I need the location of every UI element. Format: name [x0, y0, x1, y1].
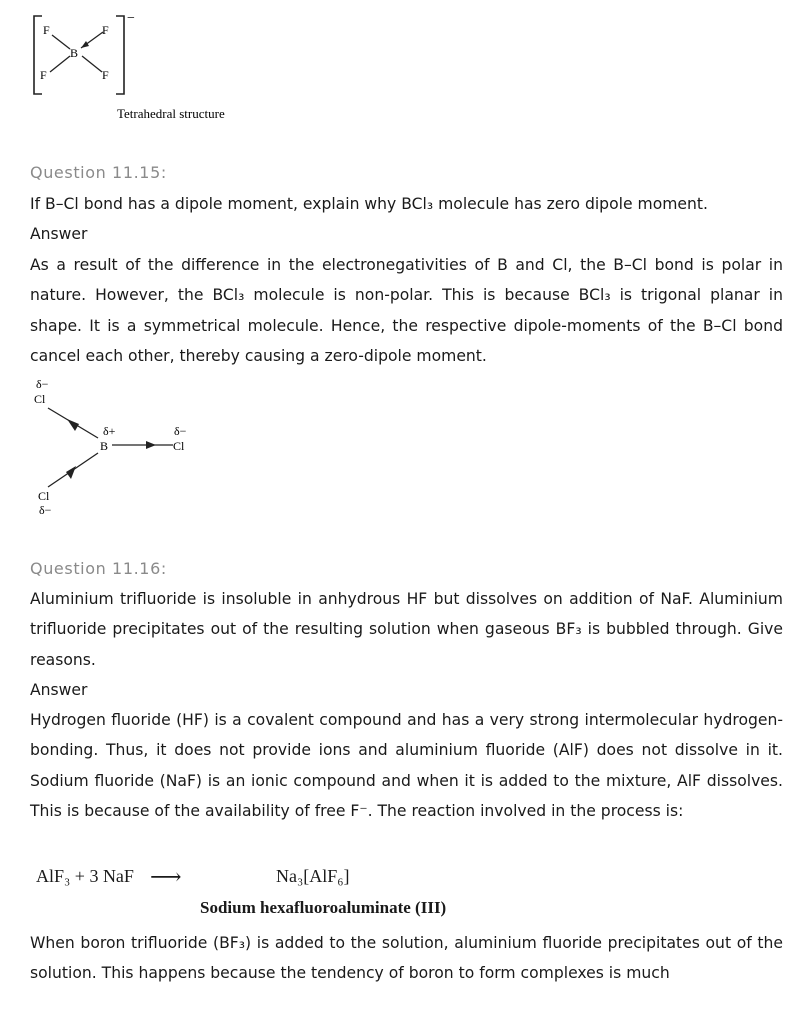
- right-bracket: [116, 16, 124, 94]
- dipole-arrow-top: [67, 419, 79, 431]
- atom-b-center: B: [100, 439, 109, 453]
- atom-cl-bottom: Cl: [38, 489, 50, 503]
- continuation-text: When boron trifluoride (BF₃) is added to the solution, aluminium fluoride precipitates out of the solution. This happens because the tendency of boron to form complexes is much: [30, 934, 783, 983]
- atom-f4: F: [102, 68, 109, 82]
- left-bracket: [34, 16, 42, 94]
- delta-minus-bottom: δ−: [39, 503, 52, 517]
- question-11-16-heading: Question 11.16:: [30, 559, 167, 578]
- delta-minus-right: δ−: [174, 424, 187, 438]
- atom-cl-top: Cl: [34, 392, 46, 406]
- dipole-arrow-bottom: [66, 466, 76, 479]
- atom-f1: F: [43, 23, 50, 37]
- atom-f3: F: [40, 68, 47, 82]
- bcl3-structure-figure: [28, 375, 208, 520]
- bond-f4: [82, 56, 102, 72]
- delta-plus-b: δ+: [103, 424, 116, 438]
- dative-arrowhead: [81, 41, 89, 48]
- ion-charge: −: [127, 14, 135, 26]
- atom-f2: F: [102, 23, 109, 37]
- delta-minus-top: δ−: [36, 377, 49, 391]
- answer-label-11-16: Answer: [30, 681, 88, 699]
- answer-11-15-text: As a result of the difference in the electronegativities of B and Cl, the B–Cl bond is polar in nature. However, the BCl₃ molecule is non-polar. This is because BCl₃ is trigonal planar in shape. It is a symmetrical molecule. Hence, the respective dipole-moments of the B–Cl bond cancel each other, thereby causing a zero-dipole moment.: [30, 256, 783, 365]
- reaction-product-name: Sodium hexafluoroaluminate (III): [200, 898, 447, 917]
- reaction-product: Na₃[AlF₆]: [276, 866, 350, 886]
- atom-cl-right: Cl: [173, 439, 185, 453]
- bond-f3: [50, 56, 70, 72]
- answer-11-16-text: Hydrogen fluoride (HF) is a covalent compound and has a very strong intermolecular hydrogen-bonding. Thus, it does not provide ions and aluminium fluoride (AlF) does not dissolve in it. Sodium fluoride (NaF) is an ionic compound and when it is added to the mixture, AlF dissolves. This is because of the availability of free F⁻. The reaction involved in the process is:: [30, 711, 783, 820]
- atom-b: B: [70, 46, 79, 60]
- tetrahedral-structure-figure: [28, 14, 268, 126]
- question-11-15-heading: Question 11.15:: [30, 163, 167, 182]
- question-11-15-text: If B–Cl bond has a dipole moment, explain why BCl₃ molecule has zero dipole moment.: [30, 195, 708, 213]
- bond-f1: [52, 35, 70, 49]
- bcl3-dipole-diagram: [28, 375, 208, 520]
- dipole-arrow-right: [146, 441, 156, 449]
- question-11-16-text: Aluminium trifluoride is insoluble in anhydrous HF but dissolves on addition of NaF. Aluminium trifluoride precipitates out of the resulting solution when gaseous BF₃ is bubbled through. Give reasons.: [30, 590, 783, 669]
- answer-label-11-15: Answer: [30, 225, 88, 243]
- reaction-arrow: ⟶: [150, 864, 182, 889]
- reaction-reactants: AlF₃ + 3 NaF: [36, 866, 134, 886]
- tetrahedral-diagram: [28, 14, 268, 126]
- tetrahedral-caption: Tetrahedral structure: [117, 106, 225, 121]
